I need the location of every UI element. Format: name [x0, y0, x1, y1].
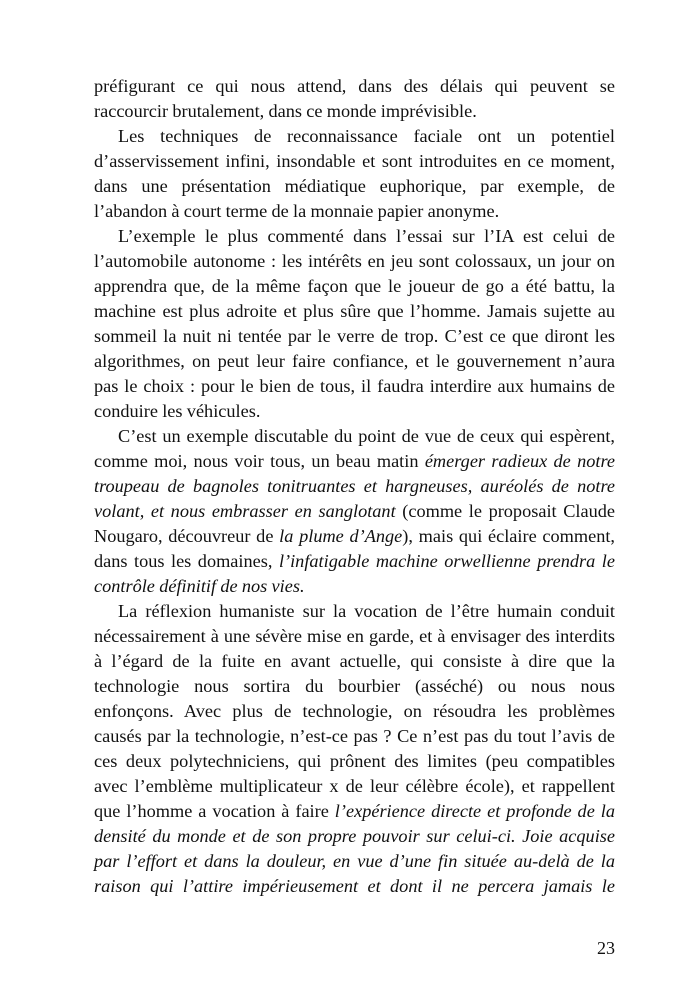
text-line	[94, 349, 615, 374]
italic-text-segment: raison qui l’attire impérieusement et dont il ne percera jamais le	[94, 876, 615, 896]
page-number: 23	[597, 938, 615, 958]
text-line	[94, 699, 615, 724]
text-segment: dans tous les domaines,	[94, 551, 279, 571]
italic-text-segment: émerger radieux de notre	[424, 451, 616, 471]
text-line	[94, 424, 615, 449]
text-segment: enfonçons. Avec plus de technologie, on résoudra les problèmes	[94, 701, 615, 721]
text-segment: (comme le proposait Claude	[395, 501, 615, 521]
text-line	[94, 749, 615, 774]
text-line	[94, 574, 615, 599]
text-segment: dans une présentation médiatique euphorique, par exemple, de	[94, 176, 615, 196]
text-segment: algorithmes, on peut leur faire confiance, et le gouvernement n’aura	[94, 351, 615, 371]
text-line	[94, 474, 615, 499]
text-segment: l’abandon à court terme de la monnaie papier anonyme.	[94, 201, 500, 221]
text-segment: machine est plus adroite et plus sûre que l’homme. Jamais sujette au	[94, 301, 615, 321]
text-segment: causés par la technologie, n’est-ce pas ? Ce n’est pas du tout l’avis de	[94, 726, 615, 746]
text-line	[94, 599, 615, 624]
text-line	[94, 724, 615, 749]
text-segment: que l’homme a vocation à faire	[94, 801, 335, 821]
text-segment: C’est un exemple discutable du point de vue de ceux qui espèrent,	[118, 426, 615, 446]
text-line	[94, 799, 615, 824]
text-line	[94, 274, 615, 299]
text-line	[94, 624, 615, 649]
text-line	[94, 324, 615, 349]
text-line	[94, 299, 615, 324]
text-line	[94, 449, 615, 474]
text-line	[94, 774, 615, 799]
text-segment: L’exemple le plus commenté dans l’essai sur l’IA est celui de	[118, 226, 615, 246]
text-segment: nécessairement à une sévère mise en garde, et à envisager des interdits	[94, 626, 615, 646]
text-line	[94, 99, 615, 124]
text-line	[94, 674, 615, 699]
italic-text-segment: troupeau de bagnoles tonitruantes et hargneuses, auréolés de notre	[94, 476, 615, 496]
text-segment: comme moi, nous voir tous, un beau matin	[94, 451, 425, 471]
text-line	[94, 199, 615, 224]
text-line	[94, 224, 615, 249]
text-line	[94, 499, 615, 524]
text-segment: conduire les véhicules.	[94, 401, 261, 421]
text-segment: raccourcir brutalement, dans ce monde imprévisible.	[94, 101, 477, 121]
text-segment: sommeil la nuit ni tentée par le verre de trop. C’est ce que diront les	[94, 326, 615, 346]
text-segment: La réflexion humaniste sur la vocation de l’être humain conduit	[118, 601, 615, 621]
italic-text-segment: densité du monde et de son propre pouvoir sur celui-ci. Joie acquise	[94, 826, 615, 846]
text-line	[94, 174, 615, 199]
italic-text-segment: la plume d’Ange	[279, 526, 403, 546]
text-segment: technologie nous sortira du bourbier (asséché) ou nous nous	[94, 676, 615, 696]
text-line	[94, 874, 615, 899]
text-line	[94, 849, 615, 874]
text-line	[94, 524, 615, 549]
text-segment: préfigurant ce qui nous attend, dans des délais qui peuvent se	[94, 76, 615, 96]
text-segment: à l’égard de la fuite en avant actuelle, qui consiste à dire que la	[94, 651, 615, 671]
italic-text-segment: contrôle définitif de nos vies.	[94, 576, 305, 596]
text-line	[94, 399, 615, 424]
text-segment: Nougaro, découvreur de	[94, 526, 280, 546]
text-segment: avec l’emblème multiplicateur x de leur célèbre école), et rappellent	[94, 776, 615, 796]
text-line	[94, 374, 615, 399]
text-segment: d’asservissement infini, insondable et sont introduites en ce moment,	[94, 151, 615, 171]
italic-text-segment: par l’effort et dans la douleur, en vue d’une fin située au-delà de la	[94, 851, 615, 871]
italic-text-segment: l’expérience directe et profonde de la	[334, 801, 615, 821]
text-line	[94, 124, 615, 149]
text-line	[94, 549, 615, 574]
text-line	[94, 149, 615, 174]
text-line	[94, 249, 615, 274]
italic-text-segment: volant, et nous embrasser en sanglotant	[94, 501, 396, 521]
text-line	[94, 824, 615, 849]
body-text	[94, 74, 615, 899]
text-segment: pas le choix : pour le bien de tous, il faudra interdire aux humains de	[94, 376, 615, 396]
text-segment: l’automobile autonome : les intérêts en jeu sont colossaux, un jour on	[94, 251, 615, 271]
text-segment: ces deux polytechniciens, qui prônent des limites (peu compatibles	[94, 751, 615, 771]
text-line	[94, 74, 615, 99]
text-segment: ), mais qui éclaire comment,	[402, 526, 616, 546]
text-segment: Les techniques de reconnaissance faciale ont un potentiel	[118, 126, 615, 146]
italic-text-segment: l’infatigable machine orwellienne prendra le	[278, 551, 615, 571]
text-line	[94, 649, 615, 674]
text-segment: apprendra que, de la même façon que le joueur de go a été battu, la	[94, 276, 615, 296]
